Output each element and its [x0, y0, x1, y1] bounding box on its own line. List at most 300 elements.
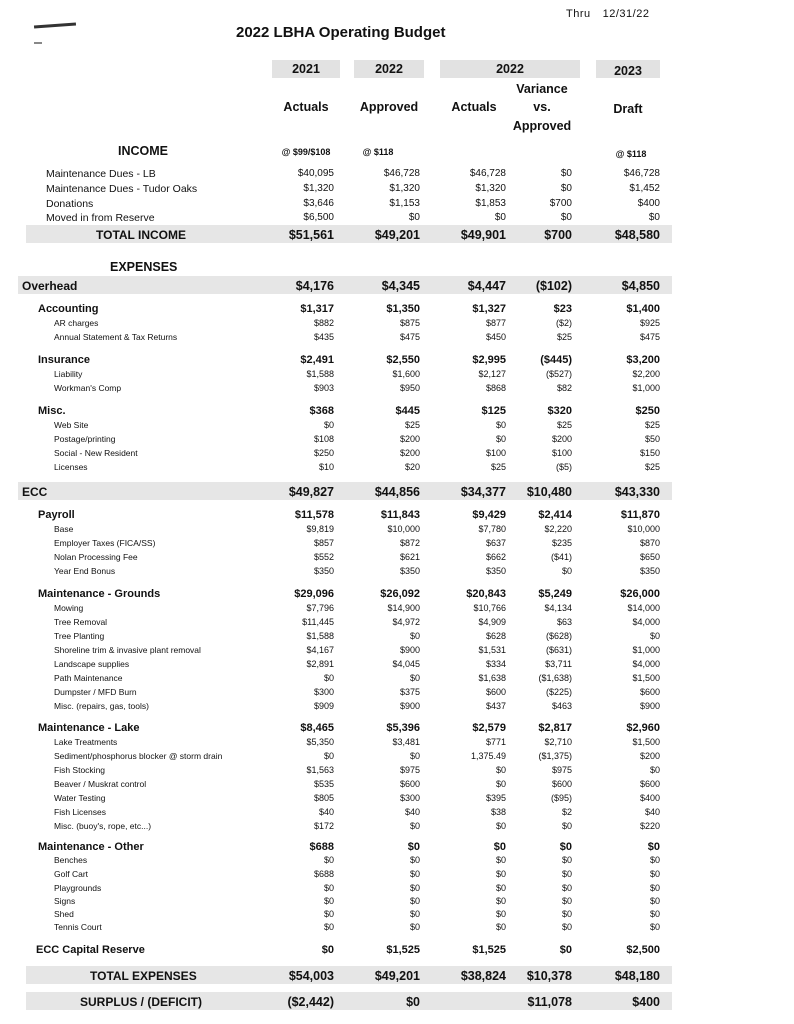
row-label: Workman's Comp [54, 383, 122, 393]
amount-cell: $100 [485, 448, 506, 458]
amount-cell: $0 [495, 779, 506, 789]
amount-cell: $23 [553, 303, 572, 315]
row-website [0, 420, 794, 434]
row-sediment-blocker [0, 751, 794, 765]
amount-cell: $3,711 [545, 659, 572, 669]
amount-cell: $0 [559, 841, 572, 853]
amount-cell: $5,249 [538, 588, 572, 600]
amount-cell: $25 [556, 420, 572, 430]
amount-cell: $46,728 [623, 168, 660, 179]
row-label: Web Site [54, 420, 89, 430]
amount-cell: $2,710 [544, 737, 572, 747]
amount-cell: $300 [313, 687, 334, 697]
amount-cell: $108 [313, 434, 334, 444]
amount-cell: $250 [313, 448, 334, 458]
amount-cell: $235 [551, 538, 572, 548]
row-employer-taxes [0, 538, 794, 552]
amount-cell: $0 [649, 896, 660, 906]
amount-cell: $600 [399, 779, 420, 789]
amount-cell: $1,588 [306, 369, 334, 379]
amount-cell: $7,796 [306, 603, 334, 613]
amount-cell: $1,000 [632, 645, 660, 655]
amount-cell: $975 [399, 765, 420, 775]
col4-line2: vs. [533, 100, 551, 114]
row-label: Mowing [54, 603, 84, 613]
amount-cell: $1,525 [386, 944, 420, 956]
amount-cell: $975 [551, 765, 572, 775]
row-social [0, 448, 794, 462]
row-playgrounds [0, 883, 794, 897]
amount-cell: $10 [318, 462, 334, 472]
row-label: Landscape supplies [54, 659, 130, 669]
amount-cell: $0 [495, 434, 506, 444]
amount-cell: $20,843 [466, 588, 506, 600]
row-label: Playgrounds [54, 883, 102, 893]
amount-cell: $400 [632, 995, 660, 1009]
amount-cell: $100 [551, 448, 572, 458]
amount-cell: $650 [639, 552, 660, 562]
row-label: Fish Licenses [54, 807, 106, 817]
amount-cell: $0 [323, 751, 334, 761]
row-maint-lb [0, 168, 794, 182]
amount-cell: $445 [395, 405, 420, 417]
row-ecc-capital-reserve [0, 944, 794, 958]
amount-cell: $48,580 [614, 228, 660, 242]
row-label: Tree Removal [54, 617, 108, 627]
amount-cell: $0 [409, 855, 420, 865]
amount-cell: $1,588 [306, 631, 334, 641]
amount-cell: $0 [559, 944, 572, 956]
amount-cell: $350 [399, 566, 420, 576]
amount-cell: $350 [639, 566, 660, 576]
amount-cell: $900 [639, 701, 660, 711]
amount-cell: $0 [495, 869, 506, 879]
amount-cell: $0 [648, 212, 660, 223]
row-beaver-control [0, 779, 794, 793]
amount-cell: $0 [495, 883, 506, 893]
amount-cell: $1,320 [475, 183, 506, 194]
amount-cell: ($1,638) [538, 673, 572, 683]
income-heading: INCOME [118, 144, 168, 158]
amount-cell: $621 [399, 552, 420, 562]
col1-label: Actuals [283, 100, 329, 114]
amount-cell: $29,096 [294, 588, 334, 600]
amount-cell: $0 [409, 751, 420, 761]
amount-cell: $628 [485, 631, 506, 641]
pen-mark-small [34, 42, 42, 44]
amount-cell: $0 [323, 673, 334, 683]
amount-cell: $2,127 [478, 369, 506, 379]
amount-cell: $4,167 [306, 645, 334, 655]
amount-cell: $1,563 [306, 765, 334, 775]
amount-cell: 1,375.49 [470, 751, 506, 761]
amount-cell: $11,078 [527, 995, 572, 1009]
amount-cell: $2,817 [538, 722, 572, 734]
expenses-heading: EXPENSES [110, 260, 178, 274]
amount-cell: $870 [639, 538, 660, 548]
amount-cell: $26,000 [620, 588, 660, 600]
amount-cell: $4,000 [632, 617, 660, 627]
amount-cell: $2 [561, 807, 572, 817]
amount-cell: $0 [409, 821, 420, 831]
row-label: AR charges [54, 318, 99, 328]
row-label: Postage/printing [54, 434, 116, 444]
row-label: Tree Planting [54, 631, 105, 641]
amount-cell: $0 [323, 909, 334, 919]
amount-cell: $4,345 [381, 279, 420, 293]
amount-cell: $14,000 [627, 603, 660, 613]
amount-cell: $25 [490, 462, 506, 472]
row-landscape [0, 659, 794, 673]
amount-cell: $868 [485, 383, 506, 393]
row-fish-stocking [0, 765, 794, 779]
row-shoreline [0, 645, 794, 659]
row-annual-statement [0, 332, 794, 346]
col5-label: Draft [613, 102, 643, 116]
amount-cell: $1,638 [478, 673, 506, 683]
amount-cell: $7,780 [478, 524, 506, 534]
amount-cell: $0 [495, 420, 506, 430]
amount-cell: $200 [399, 448, 420, 458]
row-label: TOTAL INCOME [96, 228, 186, 242]
amount-cell: $475 [639, 332, 660, 342]
amount-cell: $4,909 [478, 617, 506, 627]
row-benches [0, 855, 794, 869]
amount-cell: ($2) [555, 318, 572, 328]
row-label: Maintenance Dues - LB [46, 168, 156, 180]
row-fish-licenses [0, 807, 794, 821]
amount-cell: $900 [399, 701, 420, 711]
row-label: ECC Capital Reserve [36, 944, 145, 956]
amount-cell: $11,445 [302, 617, 334, 627]
row-label: Shoreline trim & invasive plant removal [54, 645, 201, 655]
row-nolan-fee [0, 552, 794, 566]
amount-cell: $26,092 [380, 588, 420, 600]
row-label: Signs [54, 896, 76, 906]
amount-cell: $450 [485, 332, 506, 342]
amount-cell: $435 [313, 332, 334, 342]
thru-date: Thru 12/31/22 [566, 8, 650, 20]
amount-cell: $2,550 [386, 354, 420, 366]
amount-cell: $925 [639, 318, 660, 328]
amount-cell: $1,531 [478, 645, 506, 655]
col5-rate: @ $118 [615, 149, 647, 159]
amount-cell: $1,500 [632, 737, 660, 747]
amount-cell: $0 [408, 212, 420, 223]
amount-cell: ($41) [550, 552, 572, 562]
amount-cell: $2,414 [538, 509, 572, 521]
amount-cell: $903 [313, 383, 334, 393]
amount-cell: $0 [649, 869, 660, 879]
amount-cell: $662 [485, 552, 506, 562]
row-label: Beaver / Muskrat control [54, 779, 147, 789]
amount-cell: $1,153 [389, 198, 420, 209]
amount-cell: $375 [399, 687, 420, 697]
amount-cell: $0 [323, 855, 334, 865]
amount-cell: $1,452 [629, 183, 660, 194]
amount-cell: $0 [647, 841, 660, 853]
amount-cell: $2,491 [300, 354, 334, 366]
row-surplus-deficit [0, 995, 794, 1009]
amount-cell: $0 [649, 883, 660, 893]
row-insurance [0, 354, 794, 368]
amount-cell: $25 [644, 462, 660, 472]
amount-cell: $0 [406, 995, 420, 1009]
col4-line3: Approved [512, 119, 572, 133]
row-label: Licenses [54, 462, 88, 472]
amount-cell: $54,003 [288, 969, 334, 983]
amount-cell: $49,901 [460, 228, 506, 242]
amount-cell: $2,220 [544, 524, 572, 534]
amount-cell: ($628) [545, 631, 572, 641]
amount-cell: $4,447 [467, 279, 506, 293]
row-maint-other [0, 841, 794, 855]
amount-cell: $0 [409, 909, 420, 919]
col2-year: 2022 [375, 62, 403, 76]
amount-cell: $771 [485, 737, 506, 747]
row-label: Path Maintenance [54, 673, 123, 683]
amount-cell: $40,095 [297, 168, 334, 179]
amount-cell: $475 [399, 332, 420, 342]
row-label: Maintenance - Lake [38, 722, 140, 734]
amount-cell: $1,500 [632, 673, 660, 683]
amount-cell: $463 [551, 701, 572, 711]
amount-cell: $46,728 [383, 168, 420, 179]
amount-cell: $320 [547, 405, 572, 417]
row-ar-charges [0, 318, 794, 332]
row-signs [0, 896, 794, 910]
amount-cell: $1,320 [389, 183, 420, 194]
amount-cell: $10,000 [387, 524, 420, 534]
amount-cell: $350 [485, 566, 506, 576]
amount-cell: $6,500 [303, 212, 334, 223]
row-liability [0, 369, 794, 383]
row-label: Dumpster / MFD Burn [54, 687, 137, 697]
row-label: SURPLUS / (DEFICIT) [80, 995, 202, 1009]
row-label: Misc. [38, 405, 66, 417]
amount-cell: $200 [399, 434, 420, 444]
amount-cell: $4,134 [544, 603, 572, 613]
amount-cell: $1,400 [626, 303, 660, 315]
row-workmans-comp [0, 383, 794, 397]
amount-cell: $400 [639, 793, 660, 803]
amount-cell: $14,900 [387, 603, 420, 613]
amount-cell: ($102) [535, 279, 572, 293]
amount-cell: $950 [399, 383, 420, 393]
amount-cell: $882 [313, 318, 334, 328]
amount-cell: $4,972 [392, 617, 420, 627]
amount-cell: $125 [481, 405, 506, 417]
amount-cell: $0 [409, 896, 420, 906]
amount-cell: $82 [556, 383, 572, 393]
amount-cell: $600 [485, 687, 506, 697]
amount-cell: $0 [649, 765, 660, 775]
amount-cell: $1,350 [386, 303, 420, 315]
amount-cell: $11,870 [620, 509, 660, 521]
amount-cell: ($2,442) [287, 995, 334, 1009]
col5-year: 2023 [614, 64, 642, 78]
amount-cell: $49,201 [374, 969, 420, 983]
col3-label: Actuals [451, 100, 497, 114]
amount-cell: $334 [485, 659, 506, 669]
amount-cell: $350 [313, 566, 334, 576]
amount-cell: $0 [560, 183, 572, 194]
row-licenses [0, 462, 794, 476]
row-label: Insurance [38, 354, 90, 366]
amount-cell: ($527) [545, 369, 572, 379]
amount-cell: $0 [561, 869, 572, 879]
amount-cell: $250 [635, 405, 660, 417]
amount-cell: $1,320 [303, 183, 334, 194]
amount-cell: ($631) [545, 645, 572, 655]
row-tree-removal [0, 617, 794, 631]
col2-rate: @ $118 [362, 147, 394, 157]
amount-cell: $0 [561, 566, 572, 576]
amount-cell: $535 [313, 779, 334, 789]
amount-cell: $150 [639, 448, 660, 458]
amount-cell: $40 [404, 807, 420, 817]
amount-cell: $0 [407, 841, 420, 853]
row-mowing [0, 603, 794, 617]
amount-cell: $0 [560, 168, 572, 179]
amount-cell: $700 [549, 198, 572, 209]
row-donations [0, 198, 794, 212]
row-label: Nolan Processing Fee [54, 552, 138, 562]
row-maint-lake [0, 722, 794, 736]
row-label: Maintenance - Other [38, 841, 144, 853]
amount-cell: $25 [644, 420, 660, 430]
amount-cell: $0 [409, 673, 420, 683]
amount-cell: $400 [637, 198, 660, 209]
amount-cell: $1,525 [472, 944, 506, 956]
amount-cell: $4,045 [392, 659, 420, 669]
row-path-maintenance [0, 673, 794, 687]
amount-cell: $2,500 [626, 944, 660, 956]
row-label: Annual Statement & Tax Returns [54, 332, 178, 342]
amount-cell: $2,579 [472, 722, 506, 734]
amount-cell: $48,180 [614, 969, 660, 983]
row-accounting [0, 303, 794, 317]
amount-cell: $2,891 [306, 659, 334, 669]
amount-cell: $0 [323, 883, 334, 893]
row-label: Payroll [38, 509, 75, 521]
row-label: Liability [54, 369, 83, 379]
amount-cell: $10,000 [627, 524, 660, 534]
row-label: Sediment/phosphorus blocker @ storm drain [54, 751, 223, 761]
row-base [0, 524, 794, 538]
row-payroll [0, 509, 794, 523]
amount-cell: $0 [495, 909, 506, 919]
document-title: 2022 LBHA Operating Budget [236, 24, 446, 41]
amount-cell: $3,200 [626, 354, 660, 366]
amount-cell: ($225) [545, 687, 572, 697]
amount-cell: $63 [556, 617, 572, 627]
amount-cell: $437 [485, 701, 506, 711]
row-maint-tudor [0, 183, 794, 197]
amount-cell: $0 [649, 631, 660, 641]
col1-year: 2021 [292, 62, 320, 76]
row-label: Shed [54, 909, 74, 919]
amount-cell: $805 [313, 793, 334, 803]
amount-cell: $368 [309, 405, 334, 417]
amount-cell: $2,960 [626, 722, 660, 734]
amount-cell: $40 [644, 807, 660, 817]
amount-cell: $38 [490, 807, 506, 817]
row-label: Lake Treatments [54, 737, 118, 747]
row-label: TOTAL EXPENSES [90, 969, 197, 983]
amount-cell: ($445) [540, 354, 572, 366]
amount-cell: $0 [561, 883, 572, 893]
amount-cell: $909 [313, 701, 334, 711]
amount-cell: $552 [313, 552, 334, 562]
amount-cell: $0 [495, 922, 506, 932]
row-label: Overhead [22, 279, 78, 293]
row-year-end-bonus [0, 566, 794, 580]
amount-cell: $0 [561, 896, 572, 906]
amount-cell: $600 [639, 687, 660, 697]
amount-cell: $0 [561, 821, 572, 831]
amount-cell: $0 [323, 922, 334, 932]
amount-cell: $220 [639, 821, 660, 831]
row-misc-buoys [0, 821, 794, 835]
amount-cell: $0 [323, 896, 334, 906]
amount-cell: $2,200 [632, 369, 660, 379]
amount-cell: $600 [639, 779, 660, 789]
row-misc-repairs [0, 701, 794, 715]
amount-cell: $0 [409, 869, 420, 879]
amount-cell: $10,378 [526, 969, 572, 983]
col4-line1: Variance [516, 82, 568, 96]
row-ecc [0, 485, 794, 499]
amount-cell: ($95) [550, 793, 572, 803]
amount-cell: $700 [544, 228, 572, 242]
amount-cell: $25 [556, 332, 572, 342]
amount-cell: ($1,375) [538, 751, 572, 761]
row-maint-grounds [0, 588, 794, 602]
amount-cell: $51,561 [288, 228, 334, 242]
row-tree-planting [0, 631, 794, 645]
row-label: Fish Stocking [54, 765, 106, 775]
amount-cell: $34,377 [460, 485, 506, 499]
amount-cell: $10,480 [526, 485, 572, 499]
amount-cell: $172 [313, 821, 334, 831]
row-water-testing [0, 793, 794, 807]
row-moved-reserve [0, 212, 794, 226]
row-label: Moved in from Reserve [46, 212, 155, 224]
amount-cell: $0 [495, 855, 506, 865]
amount-cell: $1,853 [475, 198, 506, 209]
row-label: Golf Cart [54, 869, 89, 879]
row-label: Maintenance Dues - Tudor Oaks [46, 183, 198, 195]
row-label: Tennis Court [54, 922, 102, 932]
row-misc [0, 405, 794, 419]
col1-rate: @ $99/$108 [281, 147, 331, 157]
pen-mark [34, 23, 76, 29]
row-label: Base [54, 524, 74, 534]
row-label: Misc. (repairs, gas, tools) [54, 701, 149, 711]
row-tennis-court [0, 922, 794, 936]
amount-cell: $10,766 [473, 603, 506, 613]
amount-cell: $0 [409, 922, 420, 932]
amount-cell: $5,350 [306, 737, 334, 747]
amount-cell: $1,317 [300, 303, 334, 315]
amount-cell: $688 [313, 869, 334, 879]
amount-cell: $0 [649, 909, 660, 919]
col2-label: Approved [359, 100, 419, 114]
amount-cell: $0 [495, 821, 506, 831]
row-label: Social - New Resident [54, 448, 138, 458]
row-label: Year End Bonus [54, 566, 116, 576]
